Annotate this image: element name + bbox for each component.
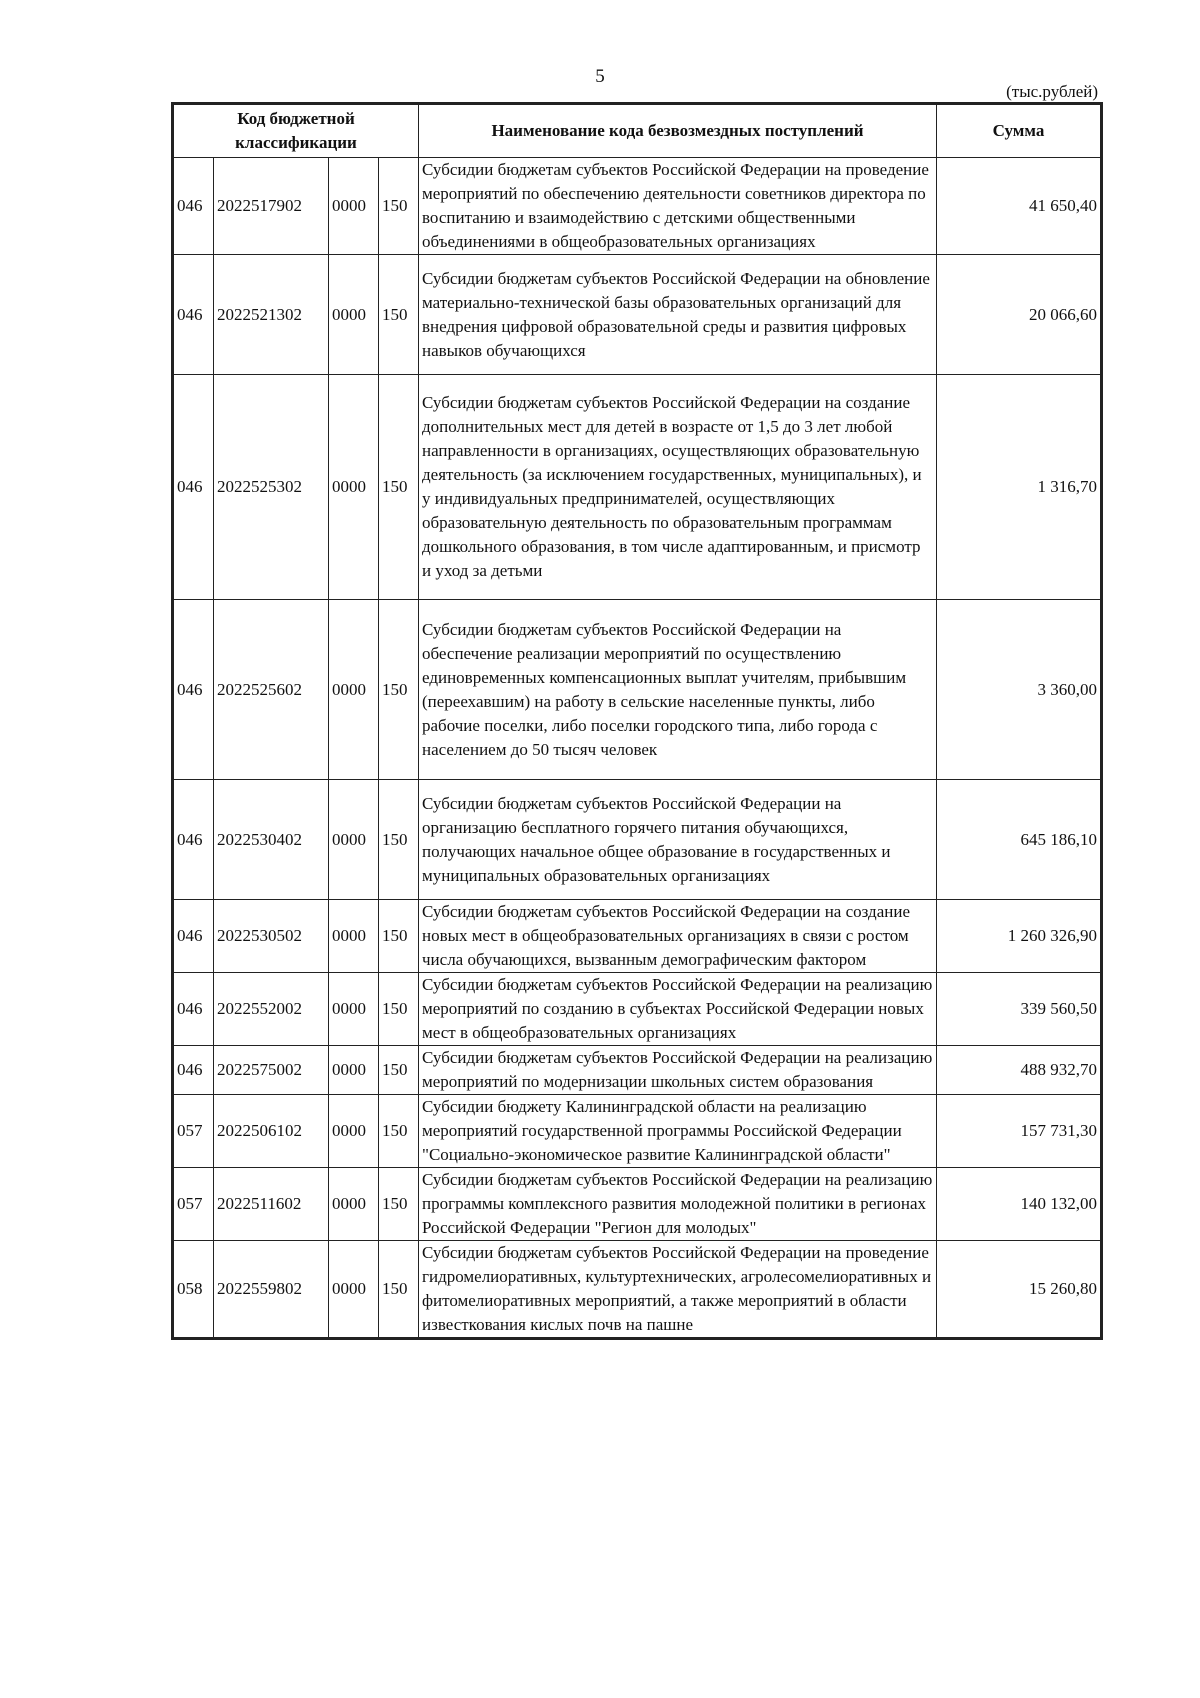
- cell-code: 2022506102: [214, 1095, 329, 1168]
- cell-admin: 057: [174, 1095, 214, 1168]
- cell-name: Субсидии бюджетам субъектов Российской Федерации на реализацию программы комплексного развития молодежной политики в регионах Российской Федерации "Регион для молодых": [419, 1168, 937, 1241]
- table-row: [174, 900, 1101, 973]
- cell-name: Субсидии бюджетам субъектов Российской Федерации на создание новых мест в общеобразовательных организациях в связи с ростом числа обучающихся, вызванным демографическим фактором: [419, 900, 937, 973]
- cell-name: Субсидии бюджетам субъектов Российской Федерации на реализацию мероприятий по модернизации школьных систем образования: [419, 1046, 937, 1095]
- cell-sum: 41 650,40: [937, 158, 1101, 255]
- cell-code: 2022530402: [214, 780, 329, 900]
- cell-code: 2022530502: [214, 900, 329, 973]
- cell-admin: 058: [174, 1241, 214, 1338]
- cell-sum: 3 360,00: [937, 600, 1101, 780]
- cell-code: 2022517902: [214, 158, 329, 255]
- cell-code: 2022525302: [214, 375, 329, 600]
- budget-table: [173, 104, 1101, 1338]
- cell-type: 150: [379, 1046, 419, 1095]
- table-header: [174, 105, 1101, 158]
- cell-version: 0000: [329, 1241, 379, 1338]
- table-body: [174, 158, 1101, 1338]
- cell-type: 150: [379, 600, 419, 780]
- cell-sum: 645 186,10: [937, 780, 1101, 900]
- cell-name: Субсидии бюджетам субъектов Российской Федерации на организацию бесплатного горячего питания обучающихся, получающих начальное общее образование в государственных и муниципальных образовательных организациях: [419, 780, 937, 900]
- cell-admin: 046: [174, 375, 214, 600]
- header-sum: Сумма: [937, 105, 1101, 158]
- table-row: [174, 375, 1101, 600]
- cell-version: 0000: [329, 1095, 379, 1168]
- cell-name: Субсидии бюджетам субъектов Российской Федерации на проведение гидромелиоративных, культуртехнических, агролесомелиоративных и фитомелиоративных мероприятий, а также мероприятий в области известкования кислых почв на пашне: [419, 1241, 937, 1338]
- cell-type: 150: [379, 1241, 419, 1338]
- cell-name: Субсидии бюджетам субъектов Российской Федерации на обеспечение реализации мероприятий по осуществлению единовременных компенсационных выплат учителям, прибывшим (переехавшим) на работу в сельские населенные пункты, либо рабочие поселки, либо поселки городского типа, либо города с населением до 50 тысяч человек: [419, 600, 937, 780]
- table-row: [174, 973, 1101, 1046]
- cell-version: 0000: [329, 780, 379, 900]
- cell-code: 2022575002: [214, 1046, 329, 1095]
- cell-name: Субсидии бюджетам субъектов Российской Федерации на проведение мероприятий по обеспечению деятельности советников директора по воспитанию и взаимодействию с детскими общественными объединениями в общеобразовательных организациях: [419, 158, 937, 255]
- cell-sum: 339 560,50: [937, 973, 1101, 1046]
- cell-version: 0000: [329, 158, 379, 255]
- unit-note: (тыс.рублей): [1006, 82, 1098, 101]
- table-row: [174, 1168, 1101, 1241]
- cell-version: 0000: [329, 600, 379, 780]
- table-row: [174, 600, 1101, 780]
- table-row: [174, 1095, 1101, 1168]
- table-row: [174, 158, 1101, 255]
- cell-admin: 046: [174, 900, 214, 973]
- cell-name: Субсидии бюджетам субъектов Российской Федерации на реализацию мероприятий по созданию в субъектах Российской Федерации новых мест в общеобразовательных организациях: [419, 973, 937, 1046]
- table-row: [174, 1046, 1101, 1095]
- cell-type: 150: [379, 255, 419, 375]
- cell-sum: 20 066,60: [937, 255, 1101, 375]
- table-row: [174, 255, 1101, 375]
- cell-name: Субсидии бюджету Калининградской области на реализацию мероприятий государственной программы Российской Федерации "Социально-экономическое развитие Калининградской области": [419, 1095, 937, 1168]
- table-row: [174, 1241, 1101, 1338]
- cell-admin: 046: [174, 158, 214, 255]
- table-row: [174, 780, 1101, 900]
- cell-type: 150: [379, 780, 419, 900]
- cell-type: 150: [379, 158, 419, 255]
- cell-admin: 046: [174, 1046, 214, 1095]
- cell-type: 150: [379, 375, 419, 600]
- cell-type: 150: [379, 1168, 419, 1241]
- cell-version: 0000: [329, 900, 379, 973]
- cell-code: 2022525602: [214, 600, 329, 780]
- cell-version: 0000: [329, 255, 379, 375]
- cell-sum: 1 316,70: [937, 375, 1101, 600]
- cell-version: 0000: [329, 973, 379, 1046]
- cell-sum: 157 731,30: [937, 1095, 1101, 1168]
- cell-admin: 057: [174, 1168, 214, 1241]
- cell-code: 2022552002: [214, 973, 329, 1046]
- cell-type: 150: [379, 973, 419, 1046]
- cell-admin: 046: [174, 255, 214, 375]
- cell-version: 0000: [329, 375, 379, 600]
- cell-name: Субсидии бюджетам субъектов Российской Федерации на обновление материально-технической базы образовательных организаций для внедрения цифровой образовательной среды и развития цифровых навыков обучающихся: [419, 255, 937, 375]
- cell-sum: 15 260,80: [937, 1241, 1101, 1338]
- cell-admin: 046: [174, 973, 214, 1046]
- cell-version: 0000: [329, 1168, 379, 1241]
- header-code: Код бюджетной классификации: [174, 105, 419, 158]
- page-number: 5: [595, 66, 605, 87]
- cell-sum: 488 932,70: [937, 1046, 1101, 1095]
- cell-name: Субсидии бюджетам субъектов Российской Федерации на создание дополнительных мест для детей в возрасте от 1,5 до 3 лет любой направленности в организациях, осуществляющих образовательную деятельность (за исключением государственных, муниципальных), и у индивидуальных предпринимателей, осуществляющих образовательную деятельность по образовательным программам дошкольного образования, в том числе адаптированным, и присмотр и уход за детьми: [419, 375, 937, 600]
- cell-code: 2022511602: [214, 1168, 329, 1241]
- cell-type: 150: [379, 1095, 419, 1168]
- cell-sum: 140 132,00: [937, 1168, 1101, 1241]
- cell-code: 2022521302: [214, 255, 329, 375]
- header-name: Наименование кода безвозмездных поступлений: [419, 105, 937, 158]
- cell-sum: 1 260 326,90: [937, 900, 1101, 973]
- cell-admin: 046: [174, 780, 214, 900]
- cell-version: 0000: [329, 1046, 379, 1095]
- cell-type: 150: [379, 900, 419, 973]
- cell-admin: 046: [174, 600, 214, 780]
- cell-code: 2022559802: [214, 1241, 329, 1338]
